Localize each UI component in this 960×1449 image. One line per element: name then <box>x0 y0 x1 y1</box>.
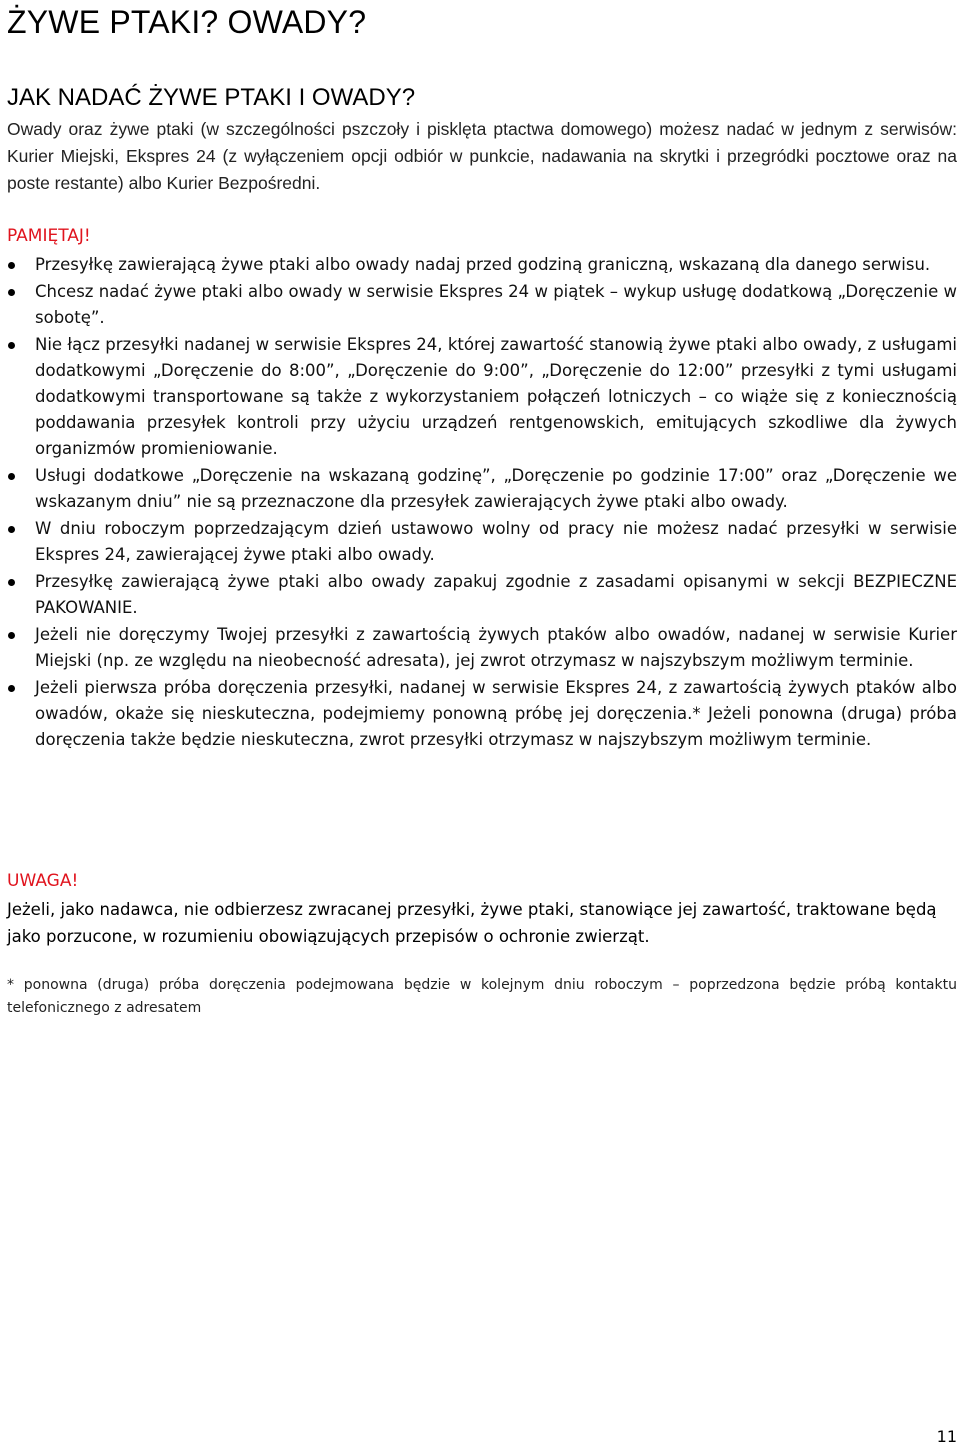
list-item <box>0 675 960 753</box>
bullet-icon <box>8 473 15 480</box>
page-number: 11 <box>936 1427 957 1446</box>
list-item-text: W dniu roboczym poprzedzającym dzień ustawowo wolny od pracy nie możesz nadać przesyłki w serwisie Ekspres 24, zawierającej żywe ptaki albo owady. <box>35 519 957 564</box>
bullet-icon <box>8 632 15 639</box>
list-item-text: Nie łącz przesyłki nadanej w serwisie Ekspres 24, której zawartość stanowią żywe ptaki albo owady, z usługami dodatkowymi „Doręczenie do 8:00”, „Doręczenie do 9:00”, „Doręczenie do 12:00” przesyłki z tymi usługami dodatkowymi transportowane są także z wykorzystaniem połączeń lotniczych – co wiąże się z koniecznością poddawania przesyłek kontroli przy użyciu urządzeń rentgenowskich, emitujących szkodliwe dla żywych organizmów promieniowanie. <box>35 335 957 458</box>
list-item <box>0 279 960 331</box>
list-item-text: Przesyłkę zawierającą żywe ptaki albo owady nadaj przed godziną graniczną, wskazaną dla danego serwisu. <box>35 255 931 274</box>
bullet-icon <box>8 289 15 296</box>
list-item <box>0 252 960 278</box>
list-item-text: Usługi dodatkowe „Doręczenie na wskazaną godzinę”, „Doręczenie po godzinie 17:00” oraz „Doręczenie we wskazanym dniu” nie są przeznaczone dla przesyłek zawierających żywe ptaki albo owady. <box>35 466 957 511</box>
list-item-text: Chcesz nadać żywe ptaki albo owady w serwisie Ekspres 24 w piątek – wykup usługę dodatkową „Doręczenie w sobotę”. <box>35 282 957 327</box>
bullet-icon <box>8 342 15 349</box>
warning-heading: UWAGA! <box>7 871 79 891</box>
page-title: ŻYWE PTAKI? OWADY? <box>7 4 367 40</box>
bullet-icon <box>8 526 15 533</box>
footnote: * ponowna (druga) próba doręczenia podejmowana będzie w kolejnym dniu roboczym – poprzedzona będzie próbą kontaktu telefonicznego z adresatem <box>7 977 957 1016</box>
intro-paragraph: Owady oraz żywe ptaki (w szczególności pszczoły i pisklęta ptactwa domowego) możesz nadać w jednym z serwisów: Kurier Miejski, Ekspres 24 (z wyłączeniem opcji odbiór w punkcie, nadawania na skrytki i przegródki pocztowe oraz na poste restante) albo Kurier Bezpośredni. <box>7 119 957 193</box>
list-item <box>0 516 960 568</box>
list-item-text: Jeżeli nie doręczymy Twojej przesyłki z zawartością żywych ptaków albo owadów, nadanej w serwisie Kurier Miejski (np. ze względu na nieobecność adresata), jej zwrot otrzymasz w najszybszym możliwym terminie. <box>35 625 957 670</box>
bullet-icon <box>8 579 15 586</box>
warning-paragraph: Jeżeli, jako nadawca, nie odbierzesz zwracanej przesyłki, żywe ptaki, stanowiące jej zawartość, traktowane będą jako porzucone, w rozumieniu obowiązujących przepisów o ochronie zwierząt. <box>7 900 937 946</box>
list-item-text: Przesyłkę zawierającą żywe ptaki albo owady zapakuj zgodnie z zasadami opisanymi w sekcji BEZPIECZNE PAKOWANIE. <box>35 572 957 617</box>
remember-heading: PAMIĘTAJ! <box>7 226 91 246</box>
bullet-icon <box>8 685 15 692</box>
list-item <box>0 332 960 462</box>
list-item-text: Jeżeli pierwsza próba doręczenia przesyłki, nadanej w serwisie Ekspres 24, z zawartością żywych ptaków albo owadów, okaże się nieskuteczna, podejmiemy ponowną próbę jej doręczenia.* Jeżeli ponowna (druga) próba doręczenia także będzie nieskuteczna, zwrot przesyłki otrzymasz w najszybszym możliwym terminie. <box>35 678 957 749</box>
rules-list <box>0 252 960 754</box>
list-item <box>0 569 960 621</box>
list-item <box>0 463 960 515</box>
list-item <box>0 622 960 674</box>
bullet-icon <box>8 262 15 269</box>
section-subtitle: JAK NADAĆ ŻYWE PTAKI I OWADY? <box>7 84 416 111</box>
